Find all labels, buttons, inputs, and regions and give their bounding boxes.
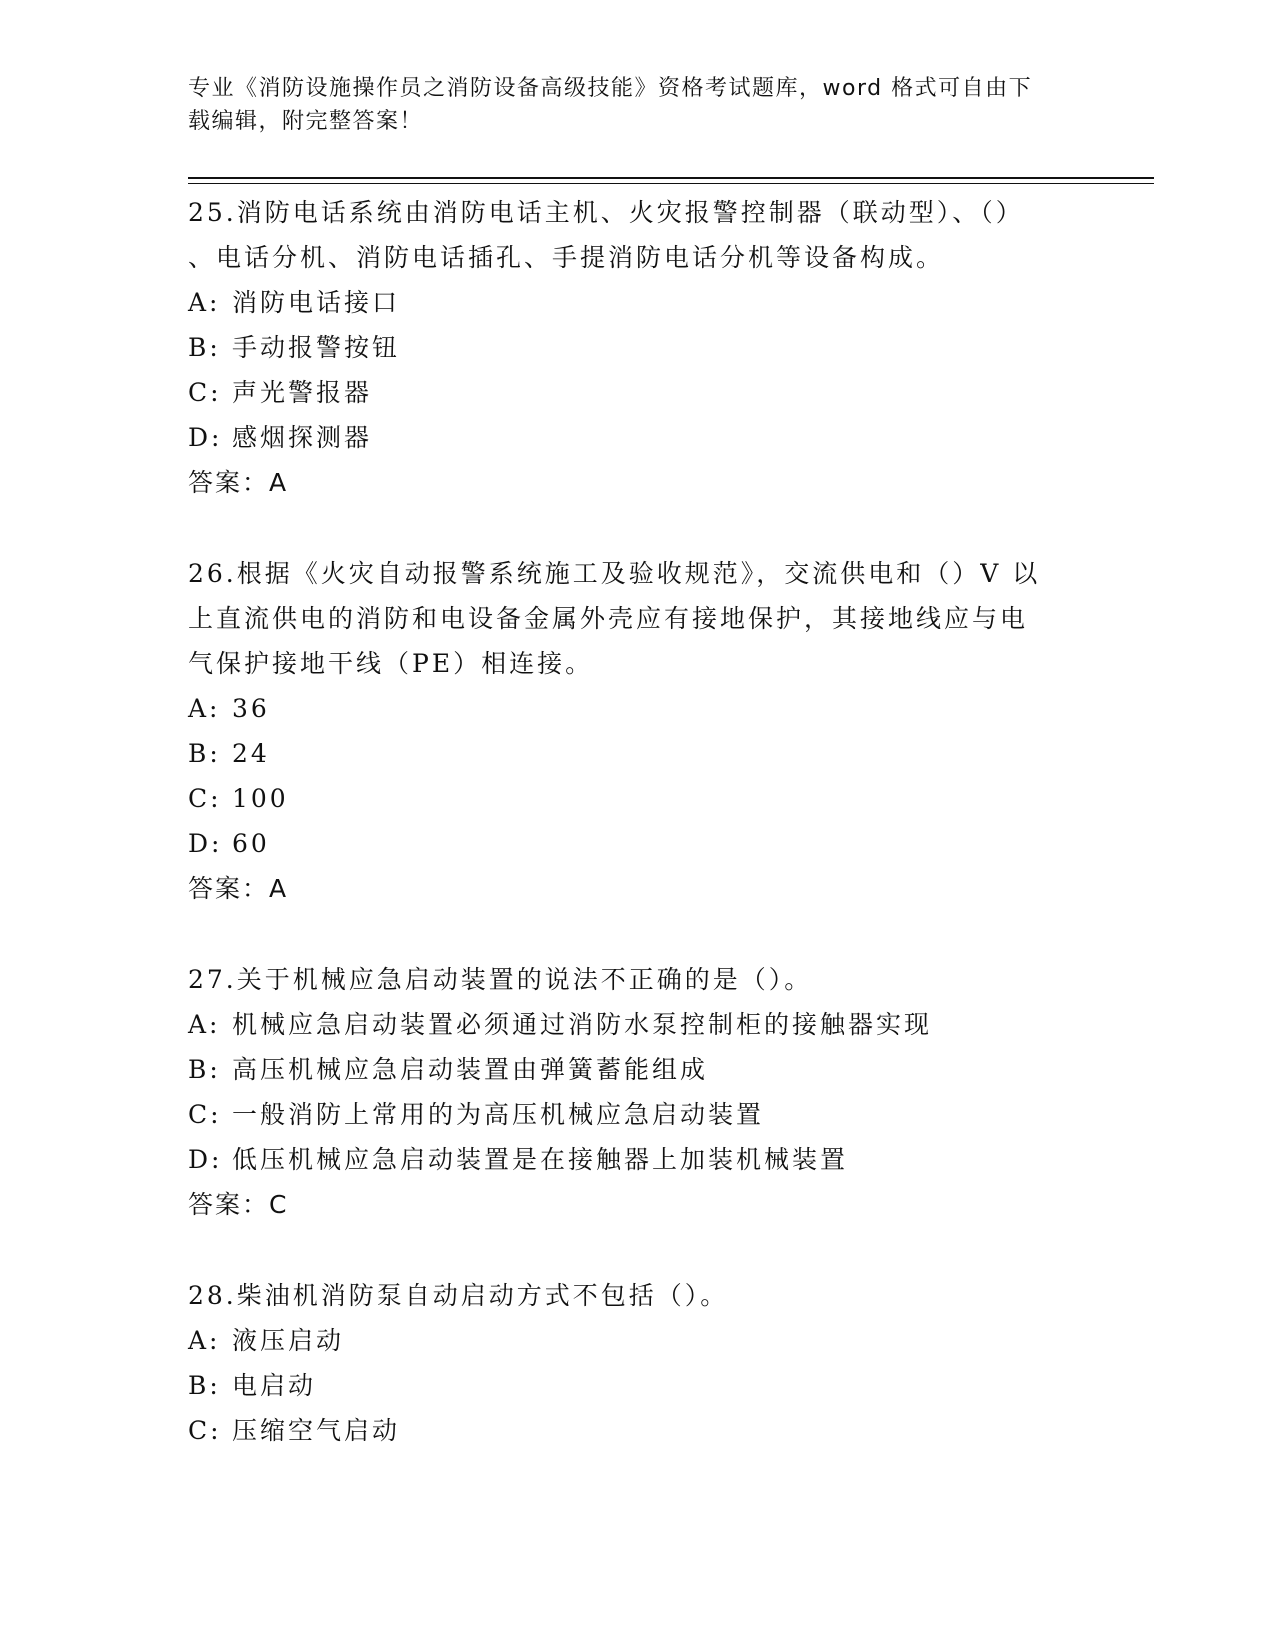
option-letter: A: [188, 288, 221, 317]
option-text: 电启动 [232, 1371, 317, 1400]
option-text: 36 [232, 694, 270, 723]
question-26 [188, 551, 1088, 911]
answer-line: 答案：A [188, 468, 289, 497]
option-a [188, 280, 1088, 325]
option-letter: B: [188, 333, 221, 362]
option-b [188, 1363, 1088, 1408]
option-text: 感烟探测器 [232, 423, 373, 452]
question-stem-line: 25.消防电话系统由消防电话主机、火灾报警控制器（联动型）、（） [188, 198, 1024, 227]
header-rule-thin [188, 183, 1154, 184]
option-text: 机械应急启动装置必须通过消防水泵控制柜的接触器实现 [232, 1010, 933, 1039]
option-text: 60 [232, 829, 270, 858]
option-letter: D: [188, 1145, 223, 1174]
question-stem-line: 气保护接地干线（PE）相连接。 [188, 649, 594, 678]
question-stem-line: 28.柴油机消防泵自动启动方式不包括（）。 [188, 1281, 729, 1310]
option-text: 消防电话接口 [232, 288, 401, 317]
option-letter: D: [188, 829, 223, 858]
option-b [188, 325, 1088, 370]
option-b [188, 731, 1088, 776]
option-text: 100 [232, 784, 289, 813]
option-text: 液压启动 [232, 1326, 345, 1355]
option-c [188, 370, 1088, 415]
question-list [188, 190, 1088, 1453]
option-letter: A: [188, 694, 221, 723]
question-27 [188, 957, 1088, 1227]
option-text: 声光警报器 [232, 378, 373, 407]
option-a [188, 686, 1088, 731]
header-rule-thick [188, 177, 1154, 179]
answer-line: 答案：C [188, 1190, 289, 1219]
option-c [188, 1408, 1088, 1453]
option-text: 24 [232, 739, 270, 768]
question-25 [188, 190, 1088, 505]
option-letter: D: [188, 423, 223, 452]
question-stem-line: 上直流供电的消防和电设备金属外壳应有接地保护，其接地线应与电 [188, 604, 1029, 633]
option-letter: C: [188, 784, 222, 813]
question-stem-line: 27.关于机械应急启动装置的说法不正确的是（）。 [188, 965, 813, 994]
option-text: 高压机械应急启动装置由弹簧蓄能组成 [232, 1055, 709, 1084]
option-letter: A: [188, 1326, 221, 1355]
option-text: 低压机械应急启动装置是在接触器上加装机械装置 [232, 1145, 849, 1174]
option-letter: B: [188, 1371, 221, 1400]
question-stem-line: 、电话分机、消防电话插孔、手提消防电话分机等设备构成。 [188, 243, 945, 272]
header-line-1: 专业《消防设施操作员之消防设备高级技能》资格考试题库，word 格式可自由下 [188, 76, 1033, 101]
option-text: 一般消防上常用的为高压机械应急启动装置 [232, 1100, 765, 1129]
option-letter: A: [188, 1010, 221, 1039]
option-letter: B: [188, 739, 221, 768]
option-text: 手动报警按钮 [232, 333, 401, 362]
document-header [188, 72, 1068, 138]
option-a [188, 1318, 1088, 1363]
option-c [188, 1092, 1088, 1137]
option-d [188, 821, 1088, 866]
question-28 [188, 1273, 1088, 1453]
answer-line: 答案：A [188, 874, 289, 903]
option-letter: B: [188, 1055, 221, 1084]
option-letter: C: [188, 1416, 222, 1445]
option-letter: C: [188, 378, 222, 407]
option-c [188, 776, 1088, 821]
header-line-2: 载编辑，附完整答案！ [188, 109, 424, 134]
option-a [188, 1002, 1088, 1047]
option-d [188, 415, 1088, 460]
option-text: 压缩空气启动 [232, 1416, 401, 1445]
question-stem-line: 26.根据《火灾自动报警系统施工及验收规范》，交流供电和（）V 以 [188, 559, 1041, 588]
option-d [188, 1137, 1088, 1182]
option-b [188, 1047, 1088, 1092]
option-letter: C: [188, 1100, 222, 1129]
